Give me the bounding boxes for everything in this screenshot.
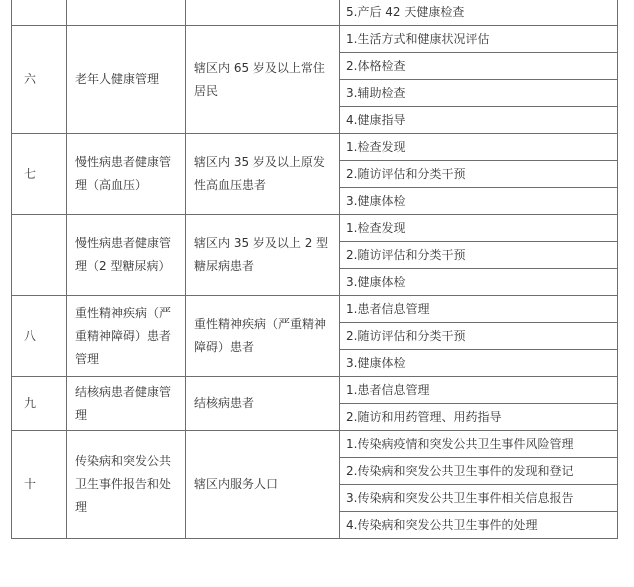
service-item <box>67 215 186 296</box>
service-task: 1.检查发现 <box>340 134 618 161</box>
row-number: 六 <box>12 26 67 134</box>
service-target <box>186 26 340 134</box>
service-target-line: 重性精神疾病（严重精神 <box>194 317 327 331</box>
service-target-line: 辖区内服务人口 <box>194 477 279 491</box>
row-number: 九 <box>12 377 67 431</box>
service-item-line: 卫生事件报告和处理 <box>75 477 172 514</box>
service-target-line: 辖区内 35 岁及以上原发 <box>194 155 325 169</box>
service-item-line: 老年人健康管理 <box>75 72 160 86</box>
table-row <box>12 0 618 26</box>
service-target <box>186 296 340 377</box>
service-task: 3.传染病和突发公共卫生事件相关信息报告 <box>340 485 618 512</box>
row-number <box>12 215 67 296</box>
service-table <box>11 0 618 539</box>
service-item <box>67 134 186 215</box>
service-item-line: 慢性病患者健康管 <box>75 155 172 169</box>
service-task: 4.传染病和突发公共卫生事件的处理 <box>340 512 618 539</box>
service-target <box>186 134 340 215</box>
service-item <box>67 0 186 26</box>
service-task: 2.传染病和突发公共卫生事件的发现和登记 <box>340 458 618 485</box>
service-item-line: 重性精神疾病（严 <box>75 305 172 320</box>
service-task: 3.健康体检 <box>340 350 618 377</box>
service-task: 1.患者信息管理 <box>340 296 618 323</box>
service-target-line: 糖尿病患者 <box>194 259 255 273</box>
service-task: 3.健康体检 <box>340 188 618 215</box>
service-target <box>186 377 340 431</box>
table-row <box>12 215 618 242</box>
row-number: 八 <box>12 296 67 377</box>
table-row <box>12 26 618 53</box>
service-item-line: 传染病和突发公共 <box>75 454 172 468</box>
row-number <box>12 0 67 26</box>
service-item <box>67 377 186 431</box>
service-item-line: 理（高血压） <box>75 178 148 192</box>
table-row <box>12 296 618 323</box>
service-item <box>67 296 186 377</box>
service-target <box>186 0 340 26</box>
row-number: 七 <box>12 134 67 215</box>
service-task: 5.产后 42 天健康检查 <box>340 0 618 26</box>
service-task: 2.体格检查 <box>340 53 618 80</box>
service-item <box>67 431 186 539</box>
table-row <box>12 377 618 404</box>
service-task: 2.随访评估和分类干预 <box>340 323 618 350</box>
service-target-line: 结核病患者 <box>194 396 255 410</box>
service-task: 1.生活方式和健康状况评估 <box>340 26 618 53</box>
service-target-line: 辖区内 35 岁及以上 2 型 <box>194 236 329 250</box>
service-task: 3.辅助检查 <box>340 80 618 107</box>
service-target-line: 辖区内 65 岁及以上常住 <box>194 60 325 75</box>
service-target <box>186 431 340 539</box>
service-task: 1.患者信息管理 <box>340 377 618 404</box>
service-item-line: 理 <box>75 407 88 422</box>
service-item-line: 慢性病患者健康管 <box>75 236 172 250</box>
service-item-line: 管理 <box>75 351 100 366</box>
service-task: 4.健康指导 <box>340 107 618 134</box>
service-item-line: 理（2 型糖尿病） <box>75 259 171 273</box>
table-row <box>12 431 618 458</box>
service-task: 1.检查发现 <box>340 215 618 242</box>
service-task: 1.传染病疫情和突发公共卫生事件风险管理 <box>340 431 618 458</box>
service-item <box>67 26 186 134</box>
table-row <box>12 134 618 161</box>
service-item-line: 重精神障碍）患者 <box>75 328 172 343</box>
service-table-body <box>12 0 618 539</box>
service-task: 2.随访评估和分类干预 <box>340 242 618 269</box>
service-target-line: 居民 <box>194 83 219 98</box>
service-target-line: 障碍）患者 <box>194 340 255 354</box>
service-task: 3.健康体检 <box>340 269 618 296</box>
service-target-line: 性高血压患者 <box>194 178 267 192</box>
service-task: 2.随访评估和分类干预 <box>340 161 618 188</box>
service-item-line: 结核病患者健康管 <box>75 384 172 399</box>
row-number: 十 <box>12 431 67 539</box>
service-task: 2.随访和用药管理、用药指导 <box>340 404 618 431</box>
service-target <box>186 215 340 296</box>
